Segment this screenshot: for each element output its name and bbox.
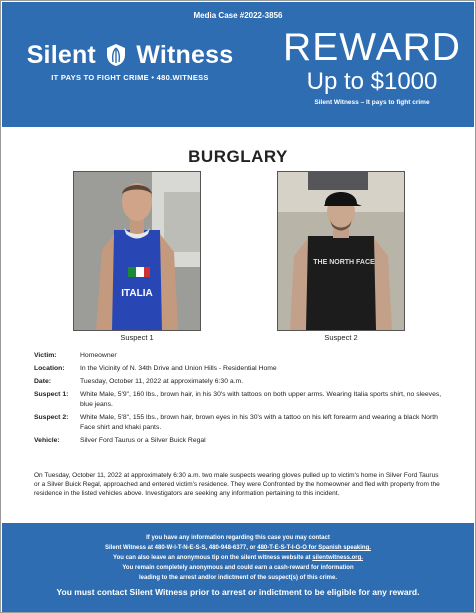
detail-vehicle [34,436,454,446]
reward-tagline: Silent Witness – It pays to fight crime [314,99,430,106]
footer-eligibility-note: You must contact Silent Witness prior to arrest or indictment to be eligible for any reward. [56,587,420,597]
footer-banner [2,523,474,612]
detail-label: Date: [34,378,51,385]
suspect-2-caption: Suspect 2 [324,333,358,342]
svg-text:THE NORTH FACE: THE NORTH FACE [313,259,375,266]
suspect-1-photo [73,171,201,331]
footer-line-3: You can also leave an anonymous tip on the silent witness website at silentwitness.org. [113,555,363,561]
reward-amount: Up to $1000 [306,68,438,95]
detail-value: White Male, 5'8", 155 lbs., brown hair, brown eyes in his 30's with a tattoo on his left forearm and wearing a black North Face shirt and khaki pants. [80,414,438,431]
svg-text:ITALIA: ITALIA [121,288,153,299]
detail-suspect-1 [34,390,454,410]
footer-line-1: If you have any information regarding this case you may contact [146,535,330,541]
header-banner [2,2,474,127]
detail-label: Victim: [34,352,57,359]
detail-value: Homeowner [80,352,117,359]
case-number: Media Case #2022-3856 [193,11,283,20]
detail-location [34,364,454,374]
reward-title: REWARD [283,26,461,69]
detail-date [34,377,454,387]
logo-text-silent: Silent [26,41,96,69]
incident-summary: On Tuesday, October 11, 2022 at approximately 6:30 a.m. two male suspects wearing gloves pulled up to victim's home in Silver Ford Taurus or a Silver Buick Regal, approached and entered victim's residence. They were Confronted by the homeowner and fled with property from the residence in the listed vehicles above. Investigators are seeking any information pertaining to this incident. [34,472,440,497]
detail-suspect-2 [34,413,454,433]
logo-tagline: IT PAYS TO FIGHT CRIME • 480.WITNESS [51,73,209,82]
detail-value: Tuesday, October 11, 2022 at approximately 6:30 a.m. [80,378,244,385]
crime-title: BURGLARY [188,147,288,166]
reward-block [272,28,472,106]
footer-line-4: You remain completely anonymous and could earn a cash-reward for information [122,565,354,571]
shield-icon [106,43,126,67]
case-details [34,351,454,449]
footer-line-2: Silent Witness at 480-W-I-T-N-E-S-S, 480-948-6377, or 480-T-E-S-T-I-G-O for Spanish speaking. [105,545,371,551]
detail-label: Vehicle: [34,437,60,444]
spanish-phone-link[interactable]: 480-T-E-S-T-I-G-O for Spanish speaking. [257,545,371,551]
logo-text-witness: Witness [136,41,234,69]
suspect-1-caption: Suspect 1 [120,333,154,342]
detail-label: Location: [34,365,65,372]
detail-value: In the Vicinity of N. 34th Drive and Union Hills - Residential Home [80,365,277,372]
website-link[interactable]: silentwitness.org. [312,555,363,561]
detail-value: White Male, 5'9", 160 lbs., brown hair, in his 30's with tattoos on both upper arms. Wearing Italia sports shirt, no sleeves, blue jeans. [80,391,442,408]
detail-label: Suspect 2: [34,414,69,421]
silent-witness-logo [16,40,244,82]
detail-victim [34,351,454,361]
footer-line-5: leading to the arrest and/or indictment of the suspect(s) of this crime. [138,575,338,581]
detail-value: Silver Ford Taurus or a Silver Buick Regal [80,437,206,444]
suspect-2-photo [277,171,405,331]
detail-label: Suspect 1: [34,391,69,398]
